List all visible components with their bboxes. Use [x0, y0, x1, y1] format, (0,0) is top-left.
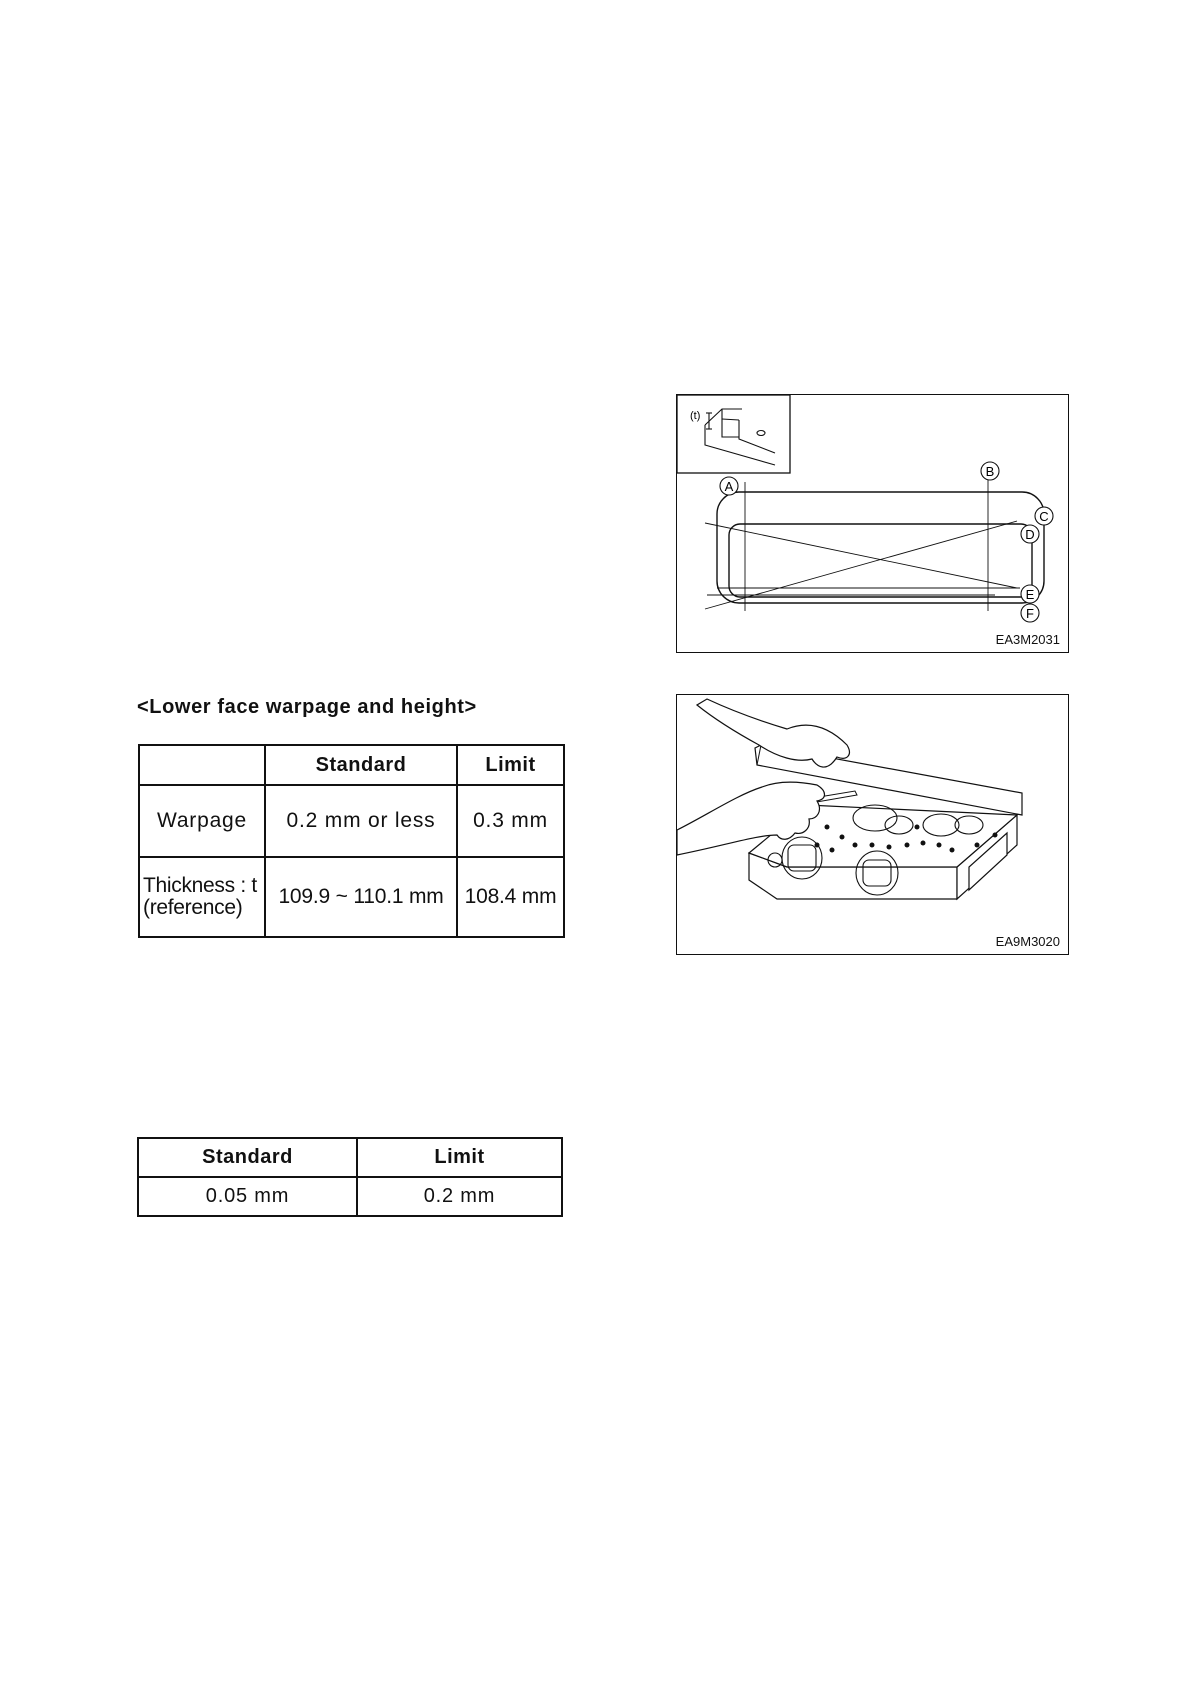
table-header-limit: Limit — [357, 1138, 562, 1177]
figure-code: EA9M3020 — [995, 934, 1060, 949]
plate-outer-outline — [717, 492, 1044, 603]
figure-code: EA3M2031 — [995, 632, 1060, 647]
standard-value: 0.05 mm — [138, 1177, 357, 1216]
table-header-limit: Limit — [457, 745, 564, 785]
row-label-warpage: Warpage — [139, 785, 265, 857]
measurement-points-figure — [676, 394, 1069, 653]
row-label-thickness — [139, 857, 265, 937]
table-header-row — [139, 745, 564, 785]
thickness-standard: 109.9 ~ 110.1 mm — [265, 857, 457, 937]
measurement-diagram — [677, 395, 1068, 652]
table-row — [138, 1177, 562, 1216]
warpage-standard: 0.2 mm or less — [265, 785, 457, 857]
cylinder-head-illustration — [677, 695, 1068, 954]
label-a: A — [724, 479, 734, 494]
warpage-height-table — [138, 744, 565, 938]
plate-inner-outline — [729, 524, 1035, 597]
limit-value: 0.2 mm — [357, 1177, 562, 1216]
table-row — [139, 785, 564, 857]
inset-label: (t) — [690, 410, 701, 422]
point-labels — [720, 462, 1053, 622]
label-e: E — [1025, 587, 1035, 602]
label-f: F — [1026, 606, 1034, 621]
measurement-lines — [705, 467, 1020, 611]
thickness-limit: 108.4 mm — [457, 857, 564, 937]
standard-limit-table — [137, 1137, 563, 1217]
table-header-standard: Standard — [138, 1138, 357, 1177]
label-b: B — [985, 464, 995, 479]
thickness-label-line2: (reference) — [143, 896, 243, 919]
thickness-label-line1: Thickness : t — [143, 874, 257, 897]
label-d: D — [1025, 527, 1035, 542]
section-heading: <Lower face warpage and height> — [137, 696, 477, 718]
inset-frame — [677, 395, 790, 473]
table-header-row — [138, 1138, 562, 1177]
warpage-limit: 0.3 mm — [457, 785, 564, 857]
straight-edge-figure — [676, 694, 1069, 955]
table-header-blank — [139, 745, 265, 785]
table-row — [139, 857, 564, 937]
table-header-standard: Standard — [265, 745, 457, 785]
label-c: C — [1039, 509, 1049, 524]
